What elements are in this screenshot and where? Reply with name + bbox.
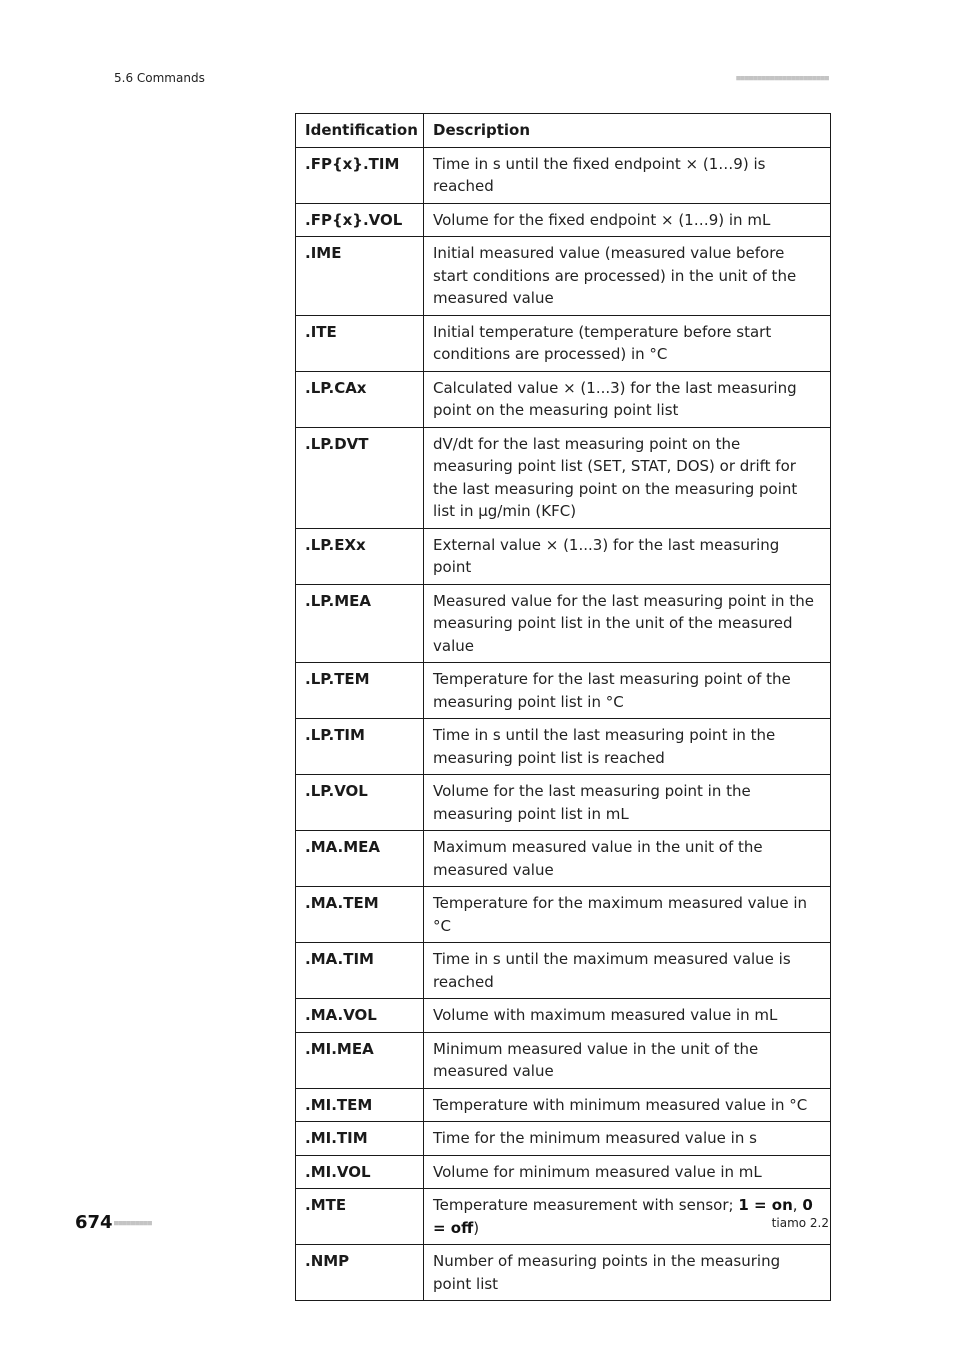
description-cell: Temperature with minimum measured value in °C xyxy=(424,1088,831,1122)
description-cell: Volume for the last measuring point in the measuring point list in mL xyxy=(424,775,831,831)
product-name: tiamo 2.2 xyxy=(771,1216,829,1230)
identification-cell: .LP.CAx xyxy=(296,371,424,427)
command-table xyxy=(295,113,831,1301)
description-cell: Volume for minimum measured value in mL xyxy=(424,1155,831,1189)
description-cell: Volume with maximum measured value in mL xyxy=(424,999,831,1033)
table-row xyxy=(296,1189,831,1245)
separator-text: , xyxy=(792,1196,803,1214)
identification-cell: .FP{x}.VOL xyxy=(296,203,424,237)
description-cell xyxy=(424,1189,831,1245)
identification-cell: .MI.MEA xyxy=(296,1032,424,1088)
identification-cell: .MA.TEM xyxy=(296,887,424,943)
description-cell: Volume for the fixed endpoint × (1…9) in mL xyxy=(424,203,831,237)
table-row xyxy=(296,237,831,316)
description-cell: Initial measured value (measured value before start conditions are processed) in the unit of the measured value xyxy=(424,237,831,316)
table-row xyxy=(296,1245,831,1301)
identification-cell: .LP.TEM xyxy=(296,663,424,719)
identification-cell: .LP.TIM xyxy=(296,719,424,775)
table-row xyxy=(296,943,831,999)
description-cell: Measured value for the last measuring point in the measuring point list in the unit of the measured value xyxy=(424,584,831,663)
table-row xyxy=(296,584,831,663)
description-cell: Calculated value × (1...3) for the last measuring point on the measuring point list xyxy=(424,371,831,427)
identification-cell: .LP.EXx xyxy=(296,528,424,584)
table-row xyxy=(296,1032,831,1088)
table-row xyxy=(296,427,831,528)
column-header-description: Description xyxy=(424,114,831,148)
identification-cell: .IME xyxy=(296,237,424,316)
identification-cell: .LP.MEA xyxy=(296,584,424,663)
identification-cell: .MI.VOL xyxy=(296,1155,424,1189)
description-cell: Minimum measured value in the unit of the measured value xyxy=(424,1032,831,1088)
table-row xyxy=(296,999,831,1033)
identification-cell: .MA.VOL xyxy=(296,999,424,1033)
identification-cell: .MTE xyxy=(296,1189,424,1245)
on-value: 1 = on xyxy=(738,1196,793,1214)
table-row xyxy=(296,203,831,237)
identification-cell: .LP.DVT xyxy=(296,427,424,528)
table-row xyxy=(296,315,831,371)
column-header-identification: Identification xyxy=(296,114,424,148)
description-cell: Time in s until the last measuring point in the measuring point list is reached xyxy=(424,719,831,775)
section-header: 5.6 Commands xyxy=(114,71,205,85)
table-row xyxy=(296,775,831,831)
table-row xyxy=(296,371,831,427)
identification-cell: .LP.VOL xyxy=(296,775,424,831)
footer-decoration: ■■■■■■■■■ xyxy=(114,1219,152,1227)
description-cell: Time in s until the fixed endpoint × (1…9) is reached xyxy=(424,147,831,203)
description-cell: Time in s until the maximum measured value is reached xyxy=(424,943,831,999)
table-row xyxy=(296,1155,831,1189)
table-row xyxy=(296,719,831,775)
description-text: Temperature measurement with sensor; xyxy=(433,1196,739,1214)
description-cell: Time for the minimum measured value in s xyxy=(424,1122,831,1156)
off-value: 0 = off xyxy=(433,1196,813,1237)
identification-cell: .ITE xyxy=(296,315,424,371)
description-cell: Temperature for the last measuring point of the measuring point list in °C xyxy=(424,663,831,719)
table-row xyxy=(296,831,831,887)
identification-cell: .MI.TEM xyxy=(296,1088,424,1122)
description-cell: Initial temperature (temperature before start conditions are processed) in °C xyxy=(424,315,831,371)
page-number: 674 xyxy=(75,1212,113,1233)
table-row xyxy=(296,887,831,943)
identification-cell: .NMP xyxy=(296,1245,424,1301)
identification-cell: .FP{x}.TIM xyxy=(296,147,424,203)
table-row xyxy=(296,663,831,719)
description-cell: Number of measuring points in the measuring point list xyxy=(424,1245,831,1301)
identification-cell: .MA.TIM xyxy=(296,943,424,999)
description-cell: Maximum measured value in the unit of the measured value xyxy=(424,831,831,887)
description-cell: dV/dt for the last measuring point on the measuring point list (SET, STAT, DOS) or drift for the last measuring point on the measuring point list in µg/min (KFC) xyxy=(424,427,831,528)
description-cell: External value × (1...3) for the last measuring point xyxy=(424,528,831,584)
table-row xyxy=(296,147,831,203)
table-row xyxy=(296,1122,831,1156)
identification-cell: .MA.MEA xyxy=(296,831,424,887)
table-header-row xyxy=(296,114,831,148)
table-row xyxy=(296,1088,831,1122)
table-row xyxy=(296,528,831,584)
description-cell: Temperature for the maximum measured value in °C xyxy=(424,887,831,943)
header-decoration: ■■■■■■■■■■■■■■■■■■■■■■ xyxy=(736,74,829,82)
closing-text: ) xyxy=(473,1218,480,1237)
identification-cell: .MI.TIM xyxy=(296,1122,424,1156)
